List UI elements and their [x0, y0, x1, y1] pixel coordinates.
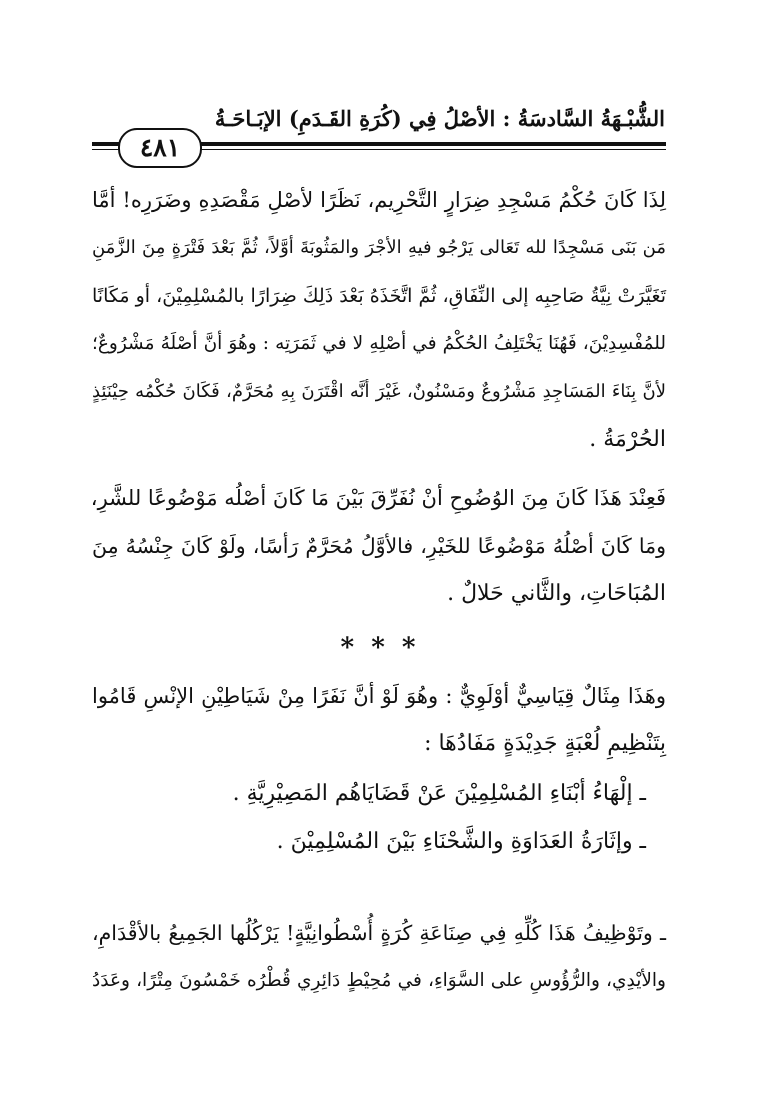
- text-line: للمُفْسِدِيْنَ، فَهُنَا يَخْتَلِفُ الحُكْمُ في أصْلِهِ لا في ثَمَرَتِه : وهُوَ أنَّ أصْلَهُ مَشْرُوعٌ؛: [92, 333, 666, 354]
- text-line: لأنَّ بِنَاءَ المَسَاجِدِ مَشْرُوعٌ ومَسْنُونٌ، غَيْرَ أنَّه اقْتَرَنَ بِهِ مُحَرَّمٌ، فَكَانَ حُكْمُه حِيْنَئِذٍ: [92, 381, 666, 402]
- text-line: مَن بَنَى مَسْجِدًا لله تَعَالى يَرْجُو فيهِ الأجْرَ والمَثُوبَةَ أوَّلاً، ثُمَّ بَعْدَ فَتْرَةٍ مِنَ الزَّمَنِ: [92, 237, 666, 258]
- text-line: ومَا كَانَ أصْلُهُ مَوْضُوعًا للخَيْرِ، فالأوَّلُ مُحَرَّمٌ رَأسًا، ولَوْ كَانَ جِنْسُهُ مِنَ: [92, 534, 666, 558]
- text-line: ـ وتَوْظِيفُ هَذَا كُلِّهِ فِي صِنَاعَةِ كُرَةٍ أُسْطُوانِيَّةٍ! يَرْكُلُها الجَمِيعُ بالأقْدَامِ،: [92, 921, 666, 945]
- text-line: الحُرْمَةُ .: [589, 427, 666, 452]
- list-item: ـ وإثَارَةُ العَدَاوَةِ والشَّحْنَاءِ بَيْنَ المُسْلِمِيْنَ .: [276, 829, 646, 854]
- list-item: ـ إلْهَاءُ أبْنَاءِ المُسْلِمِيْنَ عَنْ قَضَايَاهُم المَصِيْرِيَّةِ .: [232, 781, 646, 806]
- paragraph-1: [92, 176, 666, 464]
- bullet-list: [92, 770, 666, 866]
- section-separator: * * *: [340, 633, 420, 663]
- text-line: بِتَنْظِيمِ لُعْبَةٍ جَدِيْدَةٍ مَفَادُهَا :: [424, 731, 666, 756]
- text-line: فَعِنْدَ هَذَا كَانَ مِنَ الوُضُوحِ أنْ نُفَرِّقَ بَيْنَ مَا كَانَ أصْلُه مَوْضُوعًا للشَّرِ،: [90, 486, 666, 510]
- text-line: والأيْدِي، والرُّؤُوسِ على السَّوَاءِ، في مُحِيْطٍ دَائِرِي قُطْرُه خَمْسُونَ مِتْرًا، وعَدَدُ: [92, 970, 666, 991]
- page-number-badge: ٤٨١: [118, 128, 202, 168]
- paragraph-2: [92, 474, 666, 618]
- paragraph-4: [92, 909, 666, 1005]
- text-line: لِذَا كَانَ حُكْمُ مَسْجِدِ ضِرَارٍ التَّحْرِيم، نَظَرًا لأصْلِ مَقْصَدِهِ وضَرَرِه! أمَّا: [92, 188, 666, 212]
- text-line: المُبَاحَاتِ، والثَّاني حَلالٌ .: [447, 581, 666, 606]
- running-header-title: الشُّبْـهَةُ السَّادسَةُ : الأصْلُ فِي (كُرَةِ القَـدَمِ) الإبَـاحَـةُ: [214, 106, 665, 131]
- text-line: تَغَيَّرَتْ نِيَّةُ صَاحِبِه إلى النِّفَاقِ، ثُمَّ اتَّخَذَهُ بَعْدَ ذَلِكَ ضِرَارًا بالمُسْلِمِيْنَ، أو مَكَانًا: [92, 285, 666, 307]
- text-line: وهَذَا مِثَالٌ قِيَاسِيٌّ أوْلَوِيٌّ : وهُوَ لَوْ أنَّ نَفَرًا مِنْ شَيَاطِيْنِ الإنْسِ قَامُوا: [92, 684, 666, 708]
- paragraph-3: [92, 672, 666, 768]
